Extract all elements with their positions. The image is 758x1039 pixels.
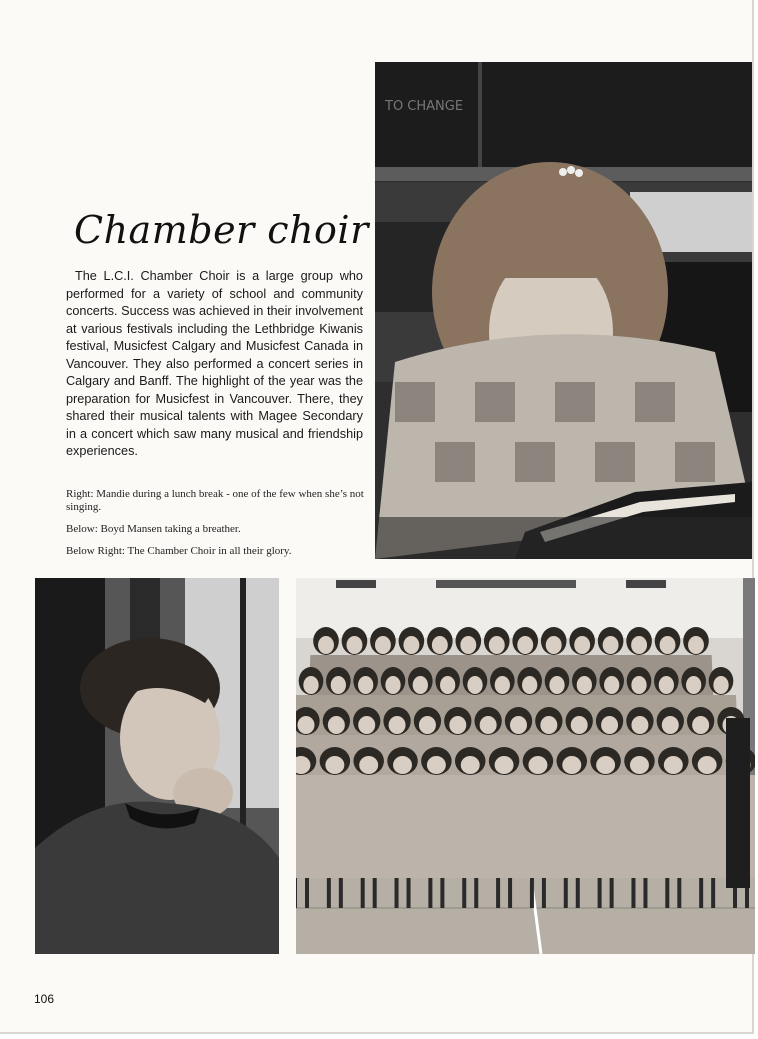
choir-member-face <box>603 636 619 654</box>
choir-member-face <box>403 636 419 654</box>
choir-member-face <box>713 676 728 694</box>
choir-member-face <box>686 676 701 694</box>
choir-member-face <box>298 716 315 734</box>
choir-member-face <box>698 756 717 774</box>
choir-member-leg <box>474 878 478 908</box>
choir-member-leg <box>305 878 309 908</box>
photo-mandie <box>375 62 752 559</box>
choir-member-leg <box>610 878 614 908</box>
choir-member-leg <box>339 878 343 908</box>
chalkboard-writing: TO CHANGE <box>385 99 464 114</box>
article-body <box>66 268 363 461</box>
article-title: Chamber choir <box>74 208 369 252</box>
choir-member-face <box>495 676 510 694</box>
choir-member-face <box>571 716 588 734</box>
choir-member-face <box>413 676 428 694</box>
choir-member-leg <box>327 878 331 908</box>
choir-member-face <box>346 636 362 654</box>
choir-member-face <box>562 756 581 774</box>
choir-member-leg <box>530 878 534 908</box>
choir-member-face <box>389 716 406 734</box>
choir-member-leg <box>361 878 365 908</box>
choir-member-face <box>631 716 648 734</box>
choir-member-leg <box>428 878 432 908</box>
choir-member-leg <box>564 878 568 908</box>
choir-member-leg <box>496 878 500 908</box>
choir-member-leg <box>665 878 669 908</box>
choir-member-face <box>630 756 649 774</box>
caption-below-right: Below Right: The Chamber Choir in all their glory. <box>66 545 292 557</box>
choir-member-face <box>358 716 375 734</box>
choir-member-leg <box>440 878 444 908</box>
choir-member-face <box>427 756 446 774</box>
caption-right: Right: Mandie during a lunch break - one of the few when she’s not singing. <box>66 488 364 513</box>
choir-member-face <box>596 756 615 774</box>
choir-member-leg <box>395 878 399 908</box>
choir-member-leg <box>296 878 297 908</box>
choir-member-face <box>528 756 547 774</box>
choir-member-leg <box>462 878 466 908</box>
choir-member-leg <box>711 878 715 908</box>
choir-member-face <box>359 756 378 774</box>
photo-choir <box>296 578 755 954</box>
choir-member-face <box>510 716 527 734</box>
choir-member-leg <box>576 878 580 908</box>
choir-member-face <box>549 676 564 694</box>
choir-member-leg <box>508 878 512 908</box>
caption-group <box>66 488 366 567</box>
choir-member-face <box>517 636 533 654</box>
choir-member-face <box>660 636 676 654</box>
choir-member-leg <box>699 878 703 908</box>
choir-member-face <box>631 676 646 694</box>
choir-member-face <box>460 636 476 654</box>
choir-member-face <box>328 716 345 734</box>
choir-member-face <box>432 636 448 654</box>
choir-member-face <box>467 676 482 694</box>
choir-member-face <box>303 676 318 694</box>
choir-member-face <box>659 676 674 694</box>
choir-member-face <box>489 636 505 654</box>
choir-member-face <box>546 636 562 654</box>
choir-member-face <box>375 636 391 654</box>
article-paragraph: The L.C.I. Chamber Choir is a large group who performed for a variety of school and community concerts. Success was achieved in their involvement at various festivals including the Lethbridge Kiwanis festival, Musicfest Calgary and Musicfest Canada in Vancouver. They also performed a concert series in Calgary and Banff. The highlight of the year was the preparation for Musicfest in Vancouver. There, they shared their musical talents with Magee Secondary in a concert which saw many musical and friendship experiences. <box>66 269 363 458</box>
choir-member-face <box>358 676 373 694</box>
choir-member-leg <box>598 878 602 908</box>
choir-member-face <box>664 756 683 774</box>
choir-member-face <box>577 676 592 694</box>
choir-member-face <box>540 716 557 734</box>
photo-mandie-image <box>375 62 752 559</box>
choir-member-leg <box>542 878 546 908</box>
choir-member-face <box>331 676 346 694</box>
choir-member-leg <box>631 878 635 908</box>
choir-member-face <box>522 676 537 694</box>
choir-member-face <box>449 716 466 734</box>
choir-member-face <box>393 756 412 774</box>
choir-member-face <box>692 716 709 734</box>
choir-member-leg <box>407 878 411 908</box>
choir-member-face <box>440 676 455 694</box>
choir-member-face <box>601 716 618 734</box>
page-number: 106 <box>34 992 55 1006</box>
caption-below: Below: Boyd Mansen taking a breather. <box>66 523 241 535</box>
choir-member-face <box>604 676 619 694</box>
choir-member-face <box>631 636 647 654</box>
choir-member-face <box>385 676 400 694</box>
choir-member-face <box>419 716 436 734</box>
choir-member-leg <box>677 878 681 908</box>
conductor-figure <box>726 718 750 888</box>
choir-member-face <box>325 756 344 774</box>
photo-boyd-image <box>35 578 279 954</box>
choir-member-face <box>662 716 679 734</box>
choir-member-face <box>495 756 514 774</box>
choir-member-face <box>688 636 704 654</box>
choir-member-face <box>318 636 334 654</box>
choir-member-face <box>480 716 497 734</box>
choir-member-leg <box>373 878 377 908</box>
choir-member-face <box>574 636 590 654</box>
choir-member-face <box>461 756 480 774</box>
photo-choir-image <box>296 578 755 954</box>
choir-member-leg <box>643 878 647 908</box>
photo-boyd <box>35 578 279 954</box>
